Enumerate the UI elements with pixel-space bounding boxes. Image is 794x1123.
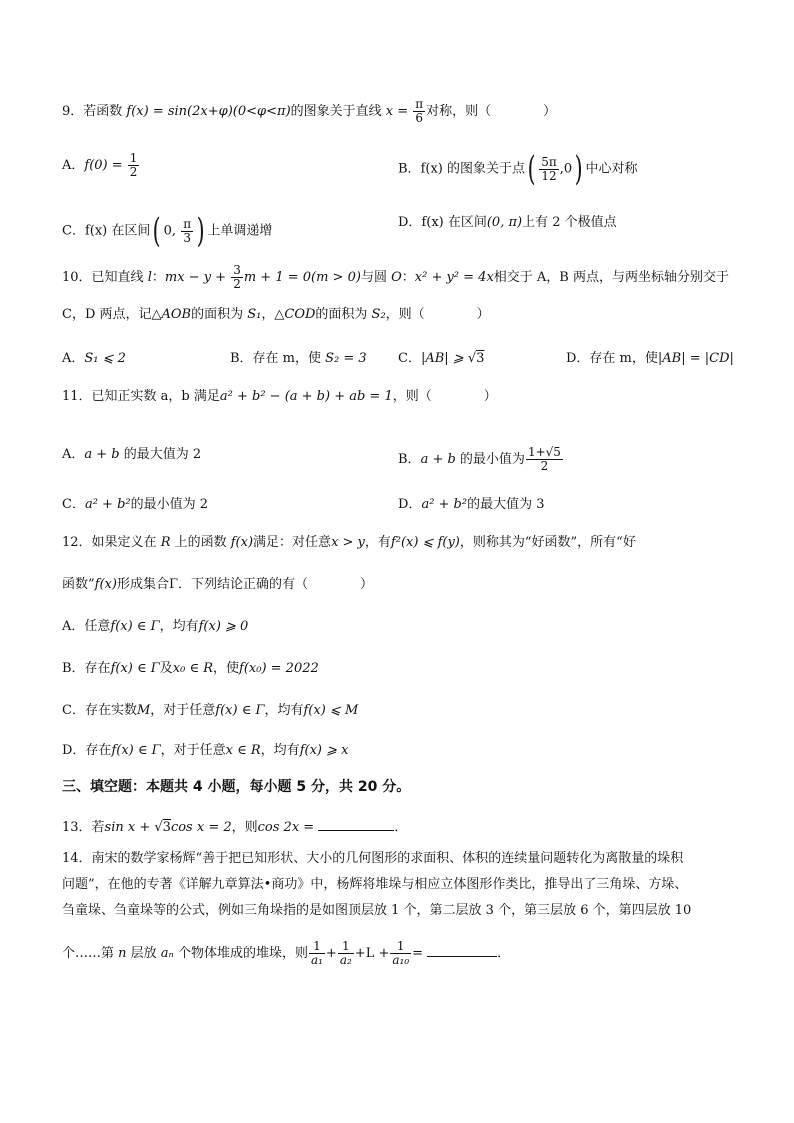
frac-num: 1: [309, 940, 325, 954]
q13-text: ．: [394, 820, 408, 835]
q11-option-c: [62, 496, 208, 514]
q10-math: S₁: [247, 307, 262, 322]
q9-option-c: [62, 211, 273, 251]
option-label: B．: [398, 452, 421, 467]
q12-math: R: [160, 535, 171, 550]
q12-text: ，均有: [260, 743, 300, 758]
q14-text: ．: [497, 946, 511, 961]
q10-text: 的面积为: [315, 307, 372, 322]
q10-text: 10．已知直线: [62, 270, 148, 285]
option-label: B．: [398, 161, 421, 177]
q10-text: ：: [401, 270, 415, 285]
frac-den: 3: [183, 230, 191, 245]
q12-math: f(x) ∈ Γ: [110, 619, 160, 634]
q13-text: 13．若: [62, 820, 105, 835]
frac-den: 12: [541, 168, 557, 183]
q12-option-b: [62, 660, 319, 678]
left-paren: (: [527, 149, 536, 189]
q12-math: Γ: [168, 577, 178, 592]
q12-text: ，对于任意: [160, 743, 226, 758]
q11-math: a + b: [420, 452, 456, 467]
q9-option-b-frac: [539, 156, 559, 183]
q12-text: 12．如果定义在: [62, 535, 161, 550]
frac-num: 3: [233, 263, 241, 277]
frac-den: 2: [540, 459, 549, 473]
q9-option-d-tail: 上有 2 个极值点: [522, 215, 617, 230]
q12-line1: [62, 534, 636, 552]
frac-den: a₁₀: [392, 953, 410, 967]
q12-math: f(x) ⩽ M: [303, 703, 359, 718]
q12-text: ，有: [364, 535, 391, 550]
q10-math: AOB: [161, 307, 192, 322]
option-label: D．存在 m，使: [566, 351, 658, 366]
q9-stem-text-a: 9．若函数: [62, 104, 127, 119]
q12-text: A．任意: [62, 619, 111, 634]
option-label: D．: [398, 215, 422, 230]
q12-math: f(x₀) = 2022: [239, 661, 319, 676]
q10-text: 相交于 A，B 两点，与两坐标轴分别交于: [493, 270, 729, 285]
q14-line3: 刍童垛、刍童垛等的公式，例如三角垛指的是如图顶层放 1 个，第二层放 3 个，第三层放 6 个，第四层放 10: [62, 903, 692, 918]
q10-option-math: |AB| = |CD|: [657, 351, 734, 366]
q13-math: sin x +: [104, 820, 155, 835]
q14-frac-3: [390, 940, 411, 967]
q9-option-a-frac: [128, 152, 140, 179]
q14-op: +: [325, 946, 337, 961]
frac-den: a₁: [310, 953, 323, 967]
q9-stem: [62, 98, 556, 125]
option-label: B．存在 m，使: [230, 351, 326, 366]
q10-option-math: S₁ ⩽ 2: [84, 351, 126, 366]
frac-den: a₂: [339, 953, 352, 967]
q10-option-a: [62, 350, 126, 368]
q9-option-a-math: f(0) =: [84, 158, 127, 173]
option-label: C．: [62, 497, 85, 512]
q9-option-b-tail: 中心对称: [585, 161, 638, 177]
q10-line2: [62, 306, 490, 324]
option-label: C．: [398, 351, 421, 366]
q12-math: f(x) ∈ Γ: [110, 661, 160, 676]
q12-line2: [62, 576, 373, 594]
frac-num: π: [183, 216, 192, 231]
frac-den: 2: [233, 277, 241, 291]
q10-text: ，则（ ）: [385, 307, 490, 322]
frac-num: π: [415, 97, 424, 111]
q13-math: cos 2x =: [257, 820, 319, 835]
q9-stem-math: f(x) = sin(2x+φ)(0<φ<π): [126, 104, 291, 119]
q9-option-c-text: f(x) 在区间: [84, 223, 151, 239]
q13-text: ，则: [231, 820, 258, 835]
q12-math: f(x): [94, 577, 117, 592]
q12-math: x₀ ∈ R: [172, 661, 213, 676]
q10-text: ：: [151, 270, 165, 285]
q10-math: mx − y +: [164, 270, 231, 285]
q9-option-d: [398, 214, 617, 232]
q10-option-d: [566, 350, 734, 368]
q13-math: cos x = 2: [170, 820, 232, 835]
q11-option-b-frac: [526, 446, 563, 473]
q10-math: m + 1 = 0(m > 0): [243, 270, 361, 285]
q14-line1: 14．南宋的数学家杨辉“善于把已知形状、大小的几何图形的求面积、体积的连续量问题转化为离散量的垛积: [62, 851, 684, 866]
q10-math: x² + y² = 4x: [414, 270, 494, 285]
q12-math: f²(x) ⩽ f(y): [390, 535, 460, 550]
frac-num: 1: [338, 940, 354, 954]
q10-text: 与圆: [360, 270, 392, 285]
q13: 13．若sin x + √3cos x = 2，则cos 2x = ．: [62, 816, 407, 837]
q12-text: 函数”: [62, 577, 95, 592]
q14-frac-2: [338, 940, 354, 967]
frac-den: 6: [415, 111, 424, 125]
q14-op: +L +: [354, 946, 390, 961]
sqrt-arg: 3: [476, 351, 485, 366]
option-label: C．: [62, 223, 85, 239]
q11-option-a: [62, 446, 201, 464]
q12-math: f(x) ∈ Γ: [111, 743, 161, 758]
q14-line2: 问题”，在他的专著《详解九章算法•商功》中，杨辉将堆垛与相应立体图形作类比，推导出了三角垛、方垛、: [62, 877, 688, 892]
q10-text: 的面积为: [191, 307, 248, 322]
q12-option-d: [62, 742, 348, 760]
q11-text: 的最小值为: [455, 452, 525, 467]
q14-text: 层放: [126, 946, 161, 961]
q9-option-c-mid: 0,: [163, 223, 181, 239]
q9-stem-text-b: 的图象关于直线: [290, 104, 386, 119]
q9-option-a: [62, 152, 140, 179]
frac-num: 1: [390, 940, 411, 954]
q11-text: 的最大值为 2: [119, 447, 202, 462]
q12-math: f(x) ⩾ x: [299, 743, 349, 758]
q12-math: f(x) ⩾ 0: [198, 619, 249, 634]
q12-text: C．存在实数: [62, 703, 137, 718]
frac-num: 1: [129, 151, 138, 165]
q11-math: a + b: [84, 447, 120, 462]
frac-den: 2: [129, 165, 138, 179]
q10-text: ，△: [261, 307, 285, 322]
q10-math: S₂: [371, 307, 386, 322]
q9-option-c-tail: 上单调递增: [207, 223, 273, 239]
right-paren: ): [574, 149, 583, 189]
q10-math: COD: [284, 307, 316, 322]
q12-text: 上的函数: [170, 535, 231, 550]
q14-text: 个……第: [62, 946, 119, 961]
q12-text: ，则称其为“好函数”，所有“好: [459, 535, 636, 550]
frac-num: 5π: [541, 154, 557, 169]
q12-option-c: [62, 702, 358, 720]
q9-option-b-mid: ,0: [559, 161, 573, 177]
q9-stem-x: x =: [385, 104, 413, 119]
q12-math: M: [136, 703, 151, 718]
q11-text: 的最小值为 2: [130, 497, 209, 512]
q10-option-c: C．|AB| ⩾ √3: [398, 351, 485, 366]
q9-option-d-text: f(x) 在区间: [421, 215, 487, 230]
q11-text: ，则（ ）: [392, 389, 497, 404]
answer-blank[interactable]: [427, 942, 497, 957]
q12-text: ，使: [213, 661, 240, 676]
q9-stem-text-d: 对称，则（ ）: [426, 104, 557, 119]
q12-text: ，均有: [159, 619, 199, 634]
q14-line4: [62, 940, 510, 967]
sqrt-arg: 3: [162, 820, 171, 835]
q12-text: 形成集合: [116, 577, 169, 592]
q12-math: f(x) ∈ Γ: [215, 703, 265, 718]
q14-text: 个物体堆成的堆垛，则: [173, 946, 308, 961]
q12-text: D．存在: [62, 743, 112, 758]
answer-blank[interactable]: [318, 816, 394, 831]
q14-frac-1: [309, 940, 325, 967]
left-paren: (: [153, 211, 161, 251]
q9-option-b: [398, 149, 638, 189]
q10-frac: [231, 264, 243, 291]
q10-line1: [62, 264, 729, 291]
q11-math: a² + b²: [84, 497, 131, 512]
frac-num: 1+√5: [527, 445, 561, 459]
q14-math: aₙ: [160, 946, 174, 961]
q14-math: n: [118, 946, 127, 961]
option-label: A．: [62, 158, 85, 173]
q12-option-a: [62, 618, 248, 636]
q9-option-c-frac: [181, 218, 193, 245]
q12-text: ，对于任意: [150, 703, 216, 718]
q12-math: x ∈ R: [225, 743, 261, 758]
q12-math: f(x): [230, 535, 254, 550]
q12-math: x > y: [331, 535, 365, 550]
q11-math: a² + b²: [421, 497, 468, 512]
q11-text: 11．已知正实数 a，b 满足: [62, 389, 220, 404]
q11-option-d: [398, 496, 545, 514]
option-label: A．: [62, 447, 85, 462]
q9-pi-over-6: [413, 98, 425, 125]
q14-op: =: [412, 946, 428, 961]
q9-option-d-math: (0, π): [486, 215, 523, 230]
q10-option-b: [230, 350, 367, 368]
q10-option-math: |AB| ⩾: [420, 351, 468, 366]
q10-text: C，D 两点，记△: [62, 307, 162, 322]
q10-o: O: [391, 270, 402, 285]
right-paren: ): [196, 211, 205, 251]
section-heading: 三、填空题：本题共 4 小题，每小题 5 分，共 20 分。: [62, 779, 411, 795]
q12-text: 满足：对任意: [253, 535, 332, 550]
q12-text: ，均有: [264, 703, 304, 718]
q12-text: ．下列结论正确的有（ ）: [178, 577, 374, 592]
q11-math: a² + b² − (a + b) + ab = 1: [219, 389, 393, 404]
q12-text: 及: [159, 661, 173, 676]
q12-text: B．存在: [62, 661, 111, 676]
q9-option-b-text: f(x) 的图象关于点: [420, 161, 525, 177]
q11-option-b: [398, 446, 564, 473]
option-label: A．: [62, 351, 85, 366]
q11-text: 的最大值为 3: [467, 497, 545, 512]
option-label: D．: [398, 497, 422, 512]
q10-option-math: S₂ = 3: [325, 351, 367, 366]
q11-stem: [62, 388, 497, 406]
q10-l: l: [147, 270, 152, 285]
